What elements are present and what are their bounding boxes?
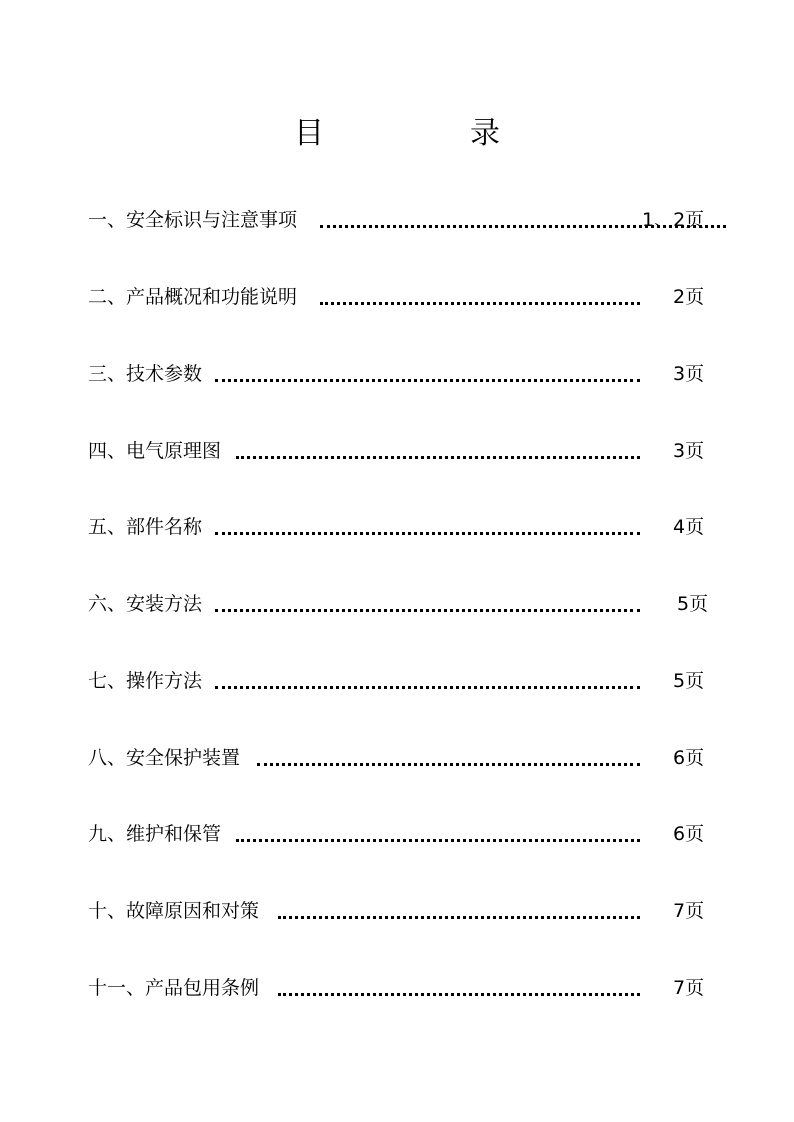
toc-dot-leader — [215, 609, 640, 612]
toc-item-page: 7页 — [673, 900, 705, 922]
toc-item-label: 三、技术参数 — [88, 363, 203, 385]
title-char-lu: 录 — [470, 116, 500, 151]
toc-item-label: 六、安装方法 — [88, 593, 203, 615]
toc-dot-leader — [278, 916, 640, 919]
toc-item-label: 五、部件名称 — [88, 516, 203, 538]
toc-dot-leader — [215, 686, 640, 689]
toc-item-page: 7页 — [673, 977, 705, 999]
toc-item-label: 七、操作方法 — [88, 670, 203, 692]
toc-item-page: 6页 — [673, 823, 705, 845]
toc-item-label: 二、产品概况和功能说明 — [88, 286, 298, 308]
toc-dot-leader — [257, 763, 640, 766]
toc-item-label: 九、维护和保管 — [88, 823, 222, 845]
toc-item-page: 2页 — [673, 286, 705, 308]
toc-dot-leader — [278, 993, 640, 996]
toc-item-label: 一、安全标识与注意事项 — [88, 209, 298, 231]
toc-item-page: 5页 — [673, 670, 705, 692]
toc-item-label: 十一、产品包用条例 — [88, 977, 260, 999]
page-title — [0, 112, 794, 156]
toc-item-label: 四、电气原理图 — [88, 440, 222, 462]
toc-dot-leader — [320, 302, 640, 305]
toc-item-page: 5页 — [677, 593, 709, 615]
toc-dot-leader — [215, 379, 640, 382]
toc-item-page: 4页 — [673, 516, 705, 538]
toc-dot-leader — [215, 532, 640, 535]
toc-item-page: 6页 — [673, 747, 705, 769]
toc-item-page: 3页 — [673, 440, 705, 462]
toc-item-label: 八、安全保护装置 — [88, 747, 241, 769]
toc-item-page: 1、2页 — [642, 209, 705, 231]
toc-item-page: 3页 — [673, 363, 705, 385]
toc-item-label: 十、故障原因和对策 — [88, 900, 260, 922]
toc-dot-leader — [236, 839, 640, 842]
toc-dot-leader — [236, 456, 640, 459]
title-char-mu: 目 — [294, 116, 324, 151]
